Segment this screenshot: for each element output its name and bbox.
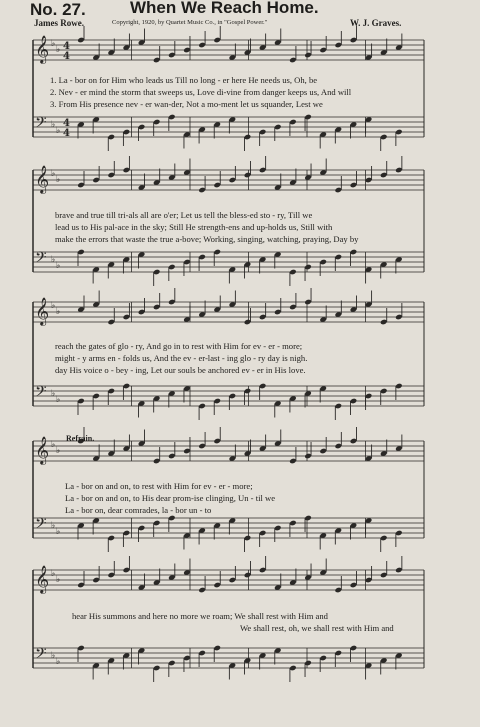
refrain-label: Refrain.: [66, 434, 95, 443]
flat-sign: ♭: [51, 255, 56, 265]
time-signature: 4: [63, 51, 70, 62]
time-signature: 4: [63, 128, 70, 139]
flat-sign: ♭: [51, 39, 56, 49]
flat-sign: ♭: [51, 440, 56, 450]
flat-sign: ♭: [56, 395, 61, 405]
flat-sign: ♭: [51, 569, 56, 579]
flat-sign: ♭: [56, 45, 61, 55]
treble-clef: 𝄞: [35, 35, 50, 63]
hymn-title: When We Reach Home.: [130, 0, 319, 17]
flat-sign: ♭: [51, 521, 56, 531]
lyric-line: day His voice o - bey - ing, Let our souls be anchored ev - er in His love.: [55, 365, 306, 375]
flat-sign: ♭: [56, 175, 61, 185]
bass-clef: 𝄢: [35, 645, 47, 666]
lyric-line: La - bor on and on, to rest with Him for ev - er - more;: [65, 481, 253, 491]
flat-sign: ♭: [56, 126, 61, 136]
flat-sign: ♭: [51, 169, 56, 179]
time-signature: 4: [63, 41, 70, 52]
lyric-line: La - bor on, dear comrades, la - bor un - to: [65, 505, 212, 515]
flat-sign: ♭: [56, 446, 61, 456]
flat-sign: ♭: [56, 527, 61, 537]
treble-clef: 𝄞: [35, 165, 50, 193]
bass-clef: 𝄢: [35, 114, 47, 135]
lyric-line: make the errors that waste the true a-bove; Working, singing, watching, praying, Day by: [55, 234, 359, 244]
flat-sign: ♭: [51, 651, 56, 661]
lyric-line: lead us to His pal-ace in the sky; Still He strength-ens and up-holds us, Still with: [55, 222, 333, 232]
lyric-line: 2. Nev - er mind the storm that sweeps us, Love di-vine from danger keeps us, And will: [50, 87, 352, 97]
flat-sign: ♭: [56, 657, 61, 667]
copyright-notice: Copyright, 1920, by Quartet Music Co., in "Gospel Power.": [112, 19, 268, 26]
treble-clef: 𝄞: [35, 436, 50, 464]
lyric-line: 3. From His presence nev - er wan-der, Not a mo-ment let us squander, Lest we: [50, 99, 323, 109]
treble-clef: 𝄞: [35, 565, 50, 593]
bass-clef: 𝄢: [35, 249, 47, 270]
flat-sign: ♭: [56, 307, 61, 317]
lyric-line: might - y arms en - folds us, And the ev - er-last - ing glo - ry day is nigh.: [55, 353, 308, 363]
treble-clef: 𝄞: [35, 297, 50, 325]
bass-clef: 𝄢: [35, 383, 47, 404]
lyricist-credit: James Rowe.: [34, 18, 84, 28]
lyric-line: brave and true till tri-als all are o'er; Let us tell the bless-ed sto - ry, Till we: [55, 210, 313, 220]
bass-clef: 𝄢: [35, 515, 47, 536]
lyric-line: We shall rest, oh, we shall rest with Him and: [240, 623, 394, 633]
flat-sign: ♭: [51, 120, 56, 130]
hymn-number: No. 27.: [30, 0, 86, 19]
lyric-line: hear His summons and here no more we roam; We shall rest with Him and: [72, 611, 328, 621]
composer-credit: W. J. Graves.: [350, 18, 402, 28]
flat-sign: ♭: [51, 389, 56, 399]
lyric-line: 1. La - bor on for Him who leads us Till no long - er here He needs us, Oh, be: [50, 75, 318, 85]
flat-sign: ♭: [56, 575, 61, 585]
lyric-line: La - bor on and on, to His dear prom-ise clinging, Un - til we: [65, 493, 276, 503]
flat-sign: ♭: [51, 301, 56, 311]
flat-sign: ♭: [56, 261, 61, 271]
lyric-line: reach the gates of glo - ry, And go in to rest with Him for ev - er - more;: [55, 341, 303, 351]
time-signature: 4: [63, 118, 70, 129]
